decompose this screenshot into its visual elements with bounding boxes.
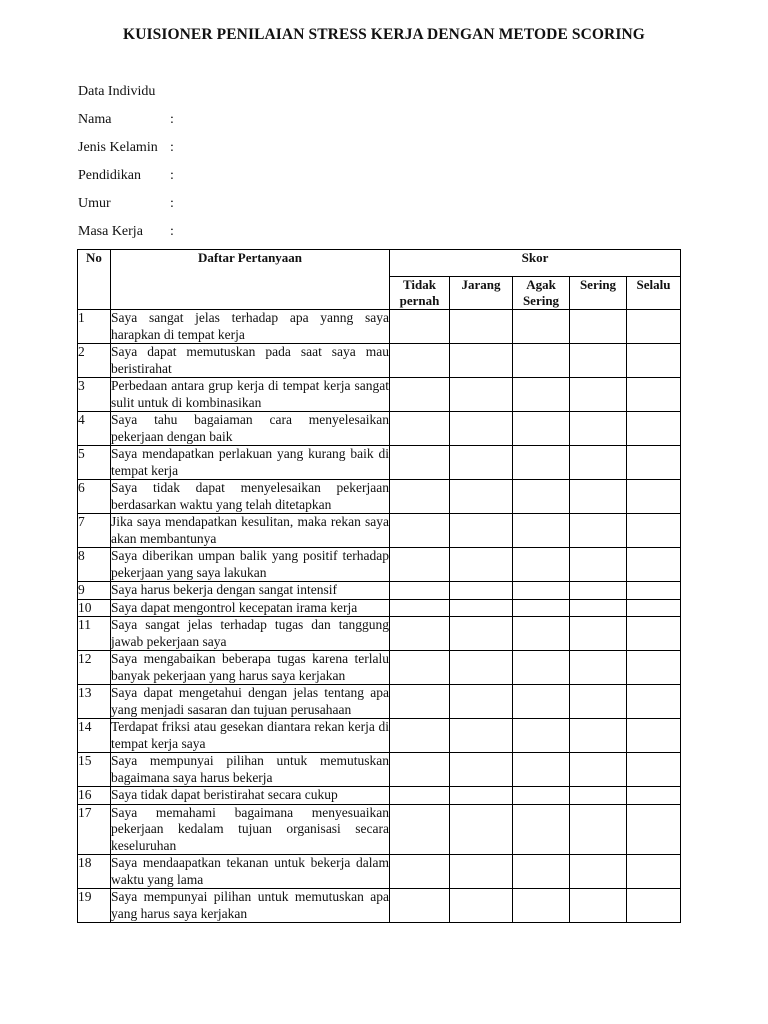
score-cell-jarang[interactable]	[450, 753, 513, 787]
question-number: 3	[78, 378, 111, 412]
score-cell-selalu[interactable]	[627, 599, 681, 617]
score-cell-sering[interactable]	[570, 599, 627, 617]
score-cell-selalu[interactable]	[627, 446, 681, 480]
score-option-jarang: Jarang	[450, 277, 513, 310]
score-cell-tidak-pernah[interactable]	[390, 412, 450, 446]
score-cell-jarang[interactable]	[450, 514, 513, 548]
field-jenis-kelamin	[78, 138, 180, 166]
score-cell-tidak-pernah[interactable]	[390, 582, 450, 600]
score-cell-agak-sering[interactable]	[513, 446, 570, 480]
score-cell-tidak-pernah[interactable]	[390, 548, 450, 582]
field-label-umur: Umur	[78, 196, 111, 211]
score-cell-tidak-pernah[interactable]	[390, 651, 450, 685]
question-text: Saya tidak dapat beristirahat secara cukup	[111, 787, 390, 805]
field-separator: :	[170, 112, 174, 127]
table-row	[78, 378, 681, 412]
score-cell-selalu[interactable]	[627, 412, 681, 446]
score-cell-tidak-pernah[interactable]	[390, 787, 450, 805]
score-option-agak-sering: Agak Sering	[513, 277, 570, 310]
table-row	[78, 548, 681, 582]
table-header-row	[78, 250, 681, 277]
score-cell-sering[interactable]	[570, 480, 627, 514]
question-number: 18	[78, 855, 111, 889]
question-text: Terdapat friksi atau gesekan diantara rekan kerja di tempat kerja saya	[111, 719, 389, 751]
table-row	[78, 685, 681, 719]
score-cell-tidak-pernah[interactable]	[390, 855, 450, 889]
question-number: 19	[78, 889, 111, 923]
score-cell-jarang[interactable]	[450, 719, 513, 753]
score-cell-jarang[interactable]	[450, 599, 513, 617]
question-text: Saya mempunyai pilihan untuk memutuskan apa yang harus saya kerjakan	[111, 889, 389, 921]
score-cell-tidak-pernah[interactable]	[390, 514, 450, 548]
table-row	[78, 446, 681, 480]
score-cell-selalu[interactable]	[627, 514, 681, 548]
score-cell-selalu[interactable]	[627, 310, 681, 344]
score-cell-tidak-pernah[interactable]	[390, 804, 450, 855]
score-cell-selalu[interactable]	[627, 378, 681, 412]
table-row	[78, 855, 681, 889]
score-cell-tidak-pernah[interactable]	[390, 617, 450, 651]
score-cell-tidak-pernah[interactable]	[390, 446, 450, 480]
score-cell-jarang[interactable]	[450, 889, 513, 923]
question-number: 4	[78, 412, 111, 446]
question-number: 13	[78, 685, 111, 719]
field-separator: :	[170, 224, 174, 239]
score-cell-selalu[interactable]	[627, 617, 681, 651]
score-cell-selalu[interactable]	[627, 855, 681, 889]
question-text: Saya dapat memutuskan pada saat saya mau beristirahat	[111, 344, 389, 376]
score-option-tidak-pernah: Tidak pernah	[390, 277, 450, 310]
score-cell-tidak-pernah[interactable]	[390, 378, 450, 412]
score-cell-jarang[interactable]	[450, 651, 513, 685]
question-text: Saya dapat mengetahui dengan jelas tentang apa yang menjadi sasaran dan tujuan perusahaan	[111, 685, 389, 717]
score-cell-agak-sering[interactable]	[513, 753, 570, 787]
score-option-selalu: Selalu	[627, 277, 681, 310]
score-cell-agak-sering[interactable]	[513, 787, 570, 805]
field-pendidikan	[78, 166, 180, 194]
score-cell-jarang[interactable]	[450, 582, 513, 600]
score-cell-jarang[interactable]	[450, 344, 513, 378]
question-number: 11	[78, 617, 111, 651]
data-individu-section	[78, 82, 180, 250]
field-separator: :	[170, 168, 174, 183]
score-cell-agak-sering[interactable]	[513, 855, 570, 889]
question-number: 1	[78, 310, 111, 344]
field-umur	[78, 194, 180, 222]
score-cell-tidak-pernah[interactable]	[390, 344, 450, 378]
data-individu-heading	[78, 82, 180, 110]
question-text: Perbedaan antara grup kerja di tempat kerja sangat sulit untuk di kombinasikan	[111, 378, 389, 410]
score-cell-agak-sering[interactable]	[513, 310, 570, 344]
page-title: KUISIONER PENILAIAN STRESS KERJA DENGAN METODE SCORING	[123, 26, 645, 43]
score-cell-agak-sering[interactable]	[513, 582, 570, 600]
score-cell-jarang[interactable]	[450, 480, 513, 514]
score-cell-sering[interactable]	[570, 685, 627, 719]
table-row	[78, 310, 681, 344]
score-cell-agak-sering[interactable]	[513, 548, 570, 582]
score-cell-selalu[interactable]	[627, 787, 681, 805]
score-cell-agak-sering[interactable]	[513, 889, 570, 923]
field-separator: :	[170, 140, 174, 155]
score-cell-tidak-pernah[interactable]	[390, 685, 450, 719]
score-cell-sering[interactable]	[570, 378, 627, 412]
score-cell-jarang[interactable]	[450, 787, 513, 805]
question-number: 9	[78, 582, 111, 600]
score-cell-sering[interactable]	[570, 514, 627, 548]
question-number: 7	[78, 514, 111, 548]
score-cell-jarang[interactable]	[450, 446, 513, 480]
field-label-jenis-kelamin: Jenis Kelamin	[78, 140, 158, 155]
score-cell-tidak-pernah[interactable]	[390, 310, 450, 344]
section-heading: Data Individu	[78, 84, 156, 99]
score-cell-sering[interactable]	[570, 651, 627, 685]
question-number: 15	[78, 753, 111, 787]
table-row	[78, 412, 681, 446]
score-cell-sering[interactable]	[570, 412, 627, 446]
score-cell-agak-sering[interactable]	[513, 719, 570, 753]
score-cell-agak-sering[interactable]	[513, 617, 570, 651]
field-label-nama: Nama	[78, 112, 112, 127]
table-row	[78, 787, 681, 805]
score-cell-tidak-pernah[interactable]	[390, 599, 450, 617]
column-header-question: Daftar Pertanyaan	[111, 250, 390, 310]
table-row	[78, 804, 681, 855]
score-cell-agak-sering[interactable]	[513, 685, 570, 719]
questionnaire-body	[78, 310, 681, 923]
table-row	[78, 344, 681, 378]
score-cell-selalu[interactable]	[627, 344, 681, 378]
score-cell-sering[interactable]	[570, 753, 627, 787]
score-cell-selalu[interactable]	[627, 889, 681, 923]
score-cell-sering[interactable]	[570, 787, 627, 805]
score-cell-sering[interactable]	[570, 548, 627, 582]
score-cell-selalu[interactable]	[627, 753, 681, 787]
score-cell-agak-sering[interactable]	[513, 514, 570, 548]
score-cell-agak-sering[interactable]	[513, 344, 570, 378]
question-text: Saya mendaapatkan tekanan untuk bekerja dalam waktu yang lama	[111, 855, 389, 887]
score-cell-selalu[interactable]	[627, 685, 681, 719]
column-header-no: No	[78, 250, 111, 310]
score-cell-jarang[interactable]	[450, 685, 513, 719]
score-option-sering: Sering	[570, 277, 627, 310]
question-text: Saya diberikan umpan balik yang positif terhadap pekerjaan yang saya lakukan	[111, 548, 389, 580]
score-cell-sering[interactable]	[570, 889, 627, 923]
score-cell-agak-sering[interactable]	[513, 651, 570, 685]
score-cell-sering[interactable]	[570, 617, 627, 651]
question-text: Jika saya mendapatkan kesulitan, maka rekan saya akan membantunya	[111, 514, 389, 546]
score-cell-jarang[interactable]	[450, 804, 513, 855]
table-row	[78, 582, 681, 600]
table-row	[78, 599, 681, 617]
field-separator: :	[170, 196, 174, 211]
field-label-masa-kerja: Masa Kerja	[78, 224, 143, 239]
question-text: Saya mengabaikan beberapa tugas karena terlalu banyak pekerjaan yang harus saya kerjakan	[111, 651, 389, 683]
question-text: Saya mendapatkan perlakuan yang kurang baik di tempat kerja	[111, 446, 389, 478]
score-cell-agak-sering[interactable]	[513, 804, 570, 855]
table-row	[78, 719, 681, 753]
score-cell-sering[interactable]	[570, 344, 627, 378]
question-text: Saya tahu bagaiaman cara menyelesaikan pekerjaan dengan baik	[111, 412, 389, 444]
score-cell-jarang[interactable]	[450, 617, 513, 651]
table-row	[78, 480, 681, 514]
score-cell-selalu[interactable]	[627, 651, 681, 685]
column-header-score: Skor	[390, 250, 681, 277]
score-cell-tidak-pernah[interactable]	[390, 719, 450, 753]
question-text: Saya dapat mengontrol kecepatan irama kerja	[111, 599, 390, 617]
question-text: Saya memahami bagaimana menyesuaikan pekerjaan kedalam tujuan organisasi secara keseluruhan	[111, 804, 389, 853]
score-cell-selalu[interactable]	[627, 582, 681, 600]
score-cell-selalu[interactable]	[627, 719, 681, 753]
score-cell-agak-sering[interactable]	[513, 599, 570, 617]
question-number: 14	[78, 719, 111, 753]
question-number: 16	[78, 787, 111, 805]
table-row	[78, 617, 681, 651]
table-row	[78, 651, 681, 685]
questionnaire-table	[77, 249, 681, 923]
question-number: 8	[78, 548, 111, 582]
score-cell-agak-sering[interactable]	[513, 480, 570, 514]
score-cell-selalu[interactable]	[627, 480, 681, 514]
question-text: Saya harus bekerja dengan sangat intensif	[111, 582, 390, 600]
score-cell-agak-sering[interactable]	[513, 412, 570, 446]
question-number: 5	[78, 446, 111, 480]
field-masa-kerja	[78, 222, 180, 250]
score-cell-tidak-pernah[interactable]	[390, 889, 450, 923]
score-cell-sering[interactable]	[570, 310, 627, 344]
question-text: Saya tidak dapat menyelesaikan pekerjaan berdasarkan waktu yang telah ditetapkan	[111, 480, 389, 512]
field-nama	[78, 110, 180, 138]
score-cell-jarang[interactable]	[450, 378, 513, 412]
question-text: Saya sangat jelas terhadap apa yanng saya harapkan di tempat kerja	[111, 310, 389, 342]
score-cell-sering[interactable]	[570, 719, 627, 753]
score-cell-jarang[interactable]	[450, 855, 513, 889]
score-cell-tidak-pernah[interactable]	[390, 753, 450, 787]
score-cell-sering[interactable]	[570, 582, 627, 600]
question-text: Saya sangat jelas terhadap tugas dan tanggung jawab pekerjaan saya	[111, 617, 389, 649]
field-label-pendidikan: Pendidikan	[78, 168, 141, 183]
question-text: Saya mempunyai pilihan untuk memutuskan bagaimana saya harus bekerja	[111, 753, 389, 785]
question-number: 2	[78, 344, 111, 378]
table-row	[78, 889, 681, 923]
question-number: 12	[78, 651, 111, 685]
score-cell-sering[interactable]	[570, 446, 627, 480]
score-cell-jarang[interactable]	[450, 412, 513, 446]
score-cell-selalu[interactable]	[627, 548, 681, 582]
score-cell-jarang[interactable]	[450, 548, 513, 582]
score-cell-agak-sering[interactable]	[513, 378, 570, 412]
question-number: 10	[78, 599, 111, 617]
score-cell-sering[interactable]	[570, 855, 627, 889]
score-cell-tidak-pernah[interactable]	[390, 480, 450, 514]
score-cell-jarang[interactable]	[450, 310, 513, 344]
table-row	[78, 753, 681, 787]
question-number: 6	[78, 480, 111, 514]
score-cell-selalu[interactable]	[627, 804, 681, 855]
question-number: 17	[78, 804, 111, 855]
score-cell-sering[interactable]	[570, 804, 627, 855]
table-row	[78, 514, 681, 548]
